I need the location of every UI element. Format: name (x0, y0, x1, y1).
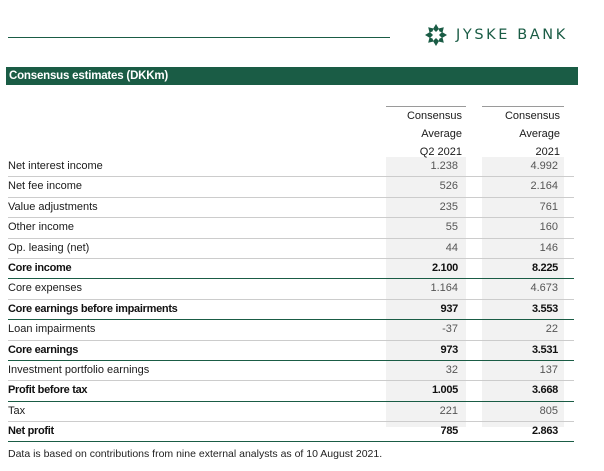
footnote: Data is based on contributions from nine external analysts as of 10 August 2021. (8, 448, 383, 460)
row-label: Core earnings before impairments (8, 302, 178, 315)
table-title: Consensus estimates (DKKm) (6, 67, 578, 85)
value-q2: 937 (440, 302, 458, 315)
row-label: Core earnings (8, 343, 79, 356)
table-row (8, 279, 574, 299)
table-row (8, 422, 574, 442)
value-fy: 2.863 (531, 425, 558, 438)
value-q2: 1.164 (430, 282, 458, 295)
value-q2: 55 (445, 221, 458, 234)
value-q2: 2.100 (431, 261, 458, 274)
row-label: Investment portfolio earnings (8, 363, 150, 376)
table-row (8, 157, 574, 177)
column-header-line: Average (421, 128, 462, 140)
value-q2: 44 (445, 241, 458, 254)
value-q2: 221 (439, 404, 458, 417)
jyske-logo-icon (424, 23, 448, 47)
value-q2: 32 (445, 363, 458, 376)
row-label: Value adjustments (8, 200, 98, 213)
table-row (8, 341, 574, 361)
row-label: Loan impairments (8, 323, 96, 336)
value-fy: 8.225 (531, 261, 558, 274)
row-label: Tax (8, 404, 26, 417)
row-label: Net interest income (8, 160, 103, 172)
value-q2: 973 (440, 343, 458, 356)
row-label: Profit before tax (8, 384, 88, 397)
value-fy: 805 (539, 404, 558, 417)
brand-name: JYSKE BANK (456, 27, 568, 43)
value-q2: 785 (440, 425, 458, 438)
row-label: Net fee income (8, 180, 82, 193)
value-q2: 526 (439, 180, 458, 193)
column-header-q2 (386, 106, 466, 161)
value-q2: 235 (439, 200, 458, 213)
header-rule (8, 37, 390, 38)
value-fy: 4.992 (530, 160, 558, 172)
value-fy: 4.673 (530, 282, 558, 295)
value-fy: 2.164 (530, 180, 558, 193)
value-fy: 761 (539, 200, 558, 213)
column-header-line: Average (519, 128, 560, 140)
table-row (8, 300, 574, 320)
value-q2: 1.238 (430, 160, 458, 172)
column-header-line: Consensus (406, 110, 462, 122)
table-row (8, 361, 574, 381)
row-label: Net profit (8, 425, 54, 438)
value-fy: 22 (545, 323, 558, 336)
column-header-period: 2021 (535, 146, 560, 158)
value-q2: -37 (442, 323, 458, 336)
row-label: Core income (8, 261, 72, 274)
value-fy: 3.668 (531, 384, 558, 397)
table-row (8, 239, 574, 259)
value-q2: 1.005 (431, 384, 458, 397)
table-row (8, 320, 574, 340)
table-row (8, 402, 574, 422)
table-row (8, 177, 574, 197)
table-row (8, 259, 574, 279)
brand-logo (424, 23, 568, 47)
value-fy: 3.553 (531, 302, 558, 315)
table-row (8, 381, 574, 401)
value-fy: 146 (539, 241, 558, 254)
column-header-fy (482, 106, 564, 161)
value-fy: 160 (539, 221, 558, 234)
row-label: Other income (8, 221, 75, 234)
column-header-line: Consensus (504, 110, 560, 122)
table-row (8, 198, 574, 218)
column-header-period: Q2 2021 (419, 146, 462, 158)
value-fy: 3.531 (531, 343, 558, 356)
value-fy: 137 (539, 363, 558, 376)
row-label: Core expenses (8, 282, 82, 295)
table-row (8, 218, 574, 238)
estimates-table (8, 157, 574, 442)
row-label: Op. leasing (net) (8, 241, 90, 254)
